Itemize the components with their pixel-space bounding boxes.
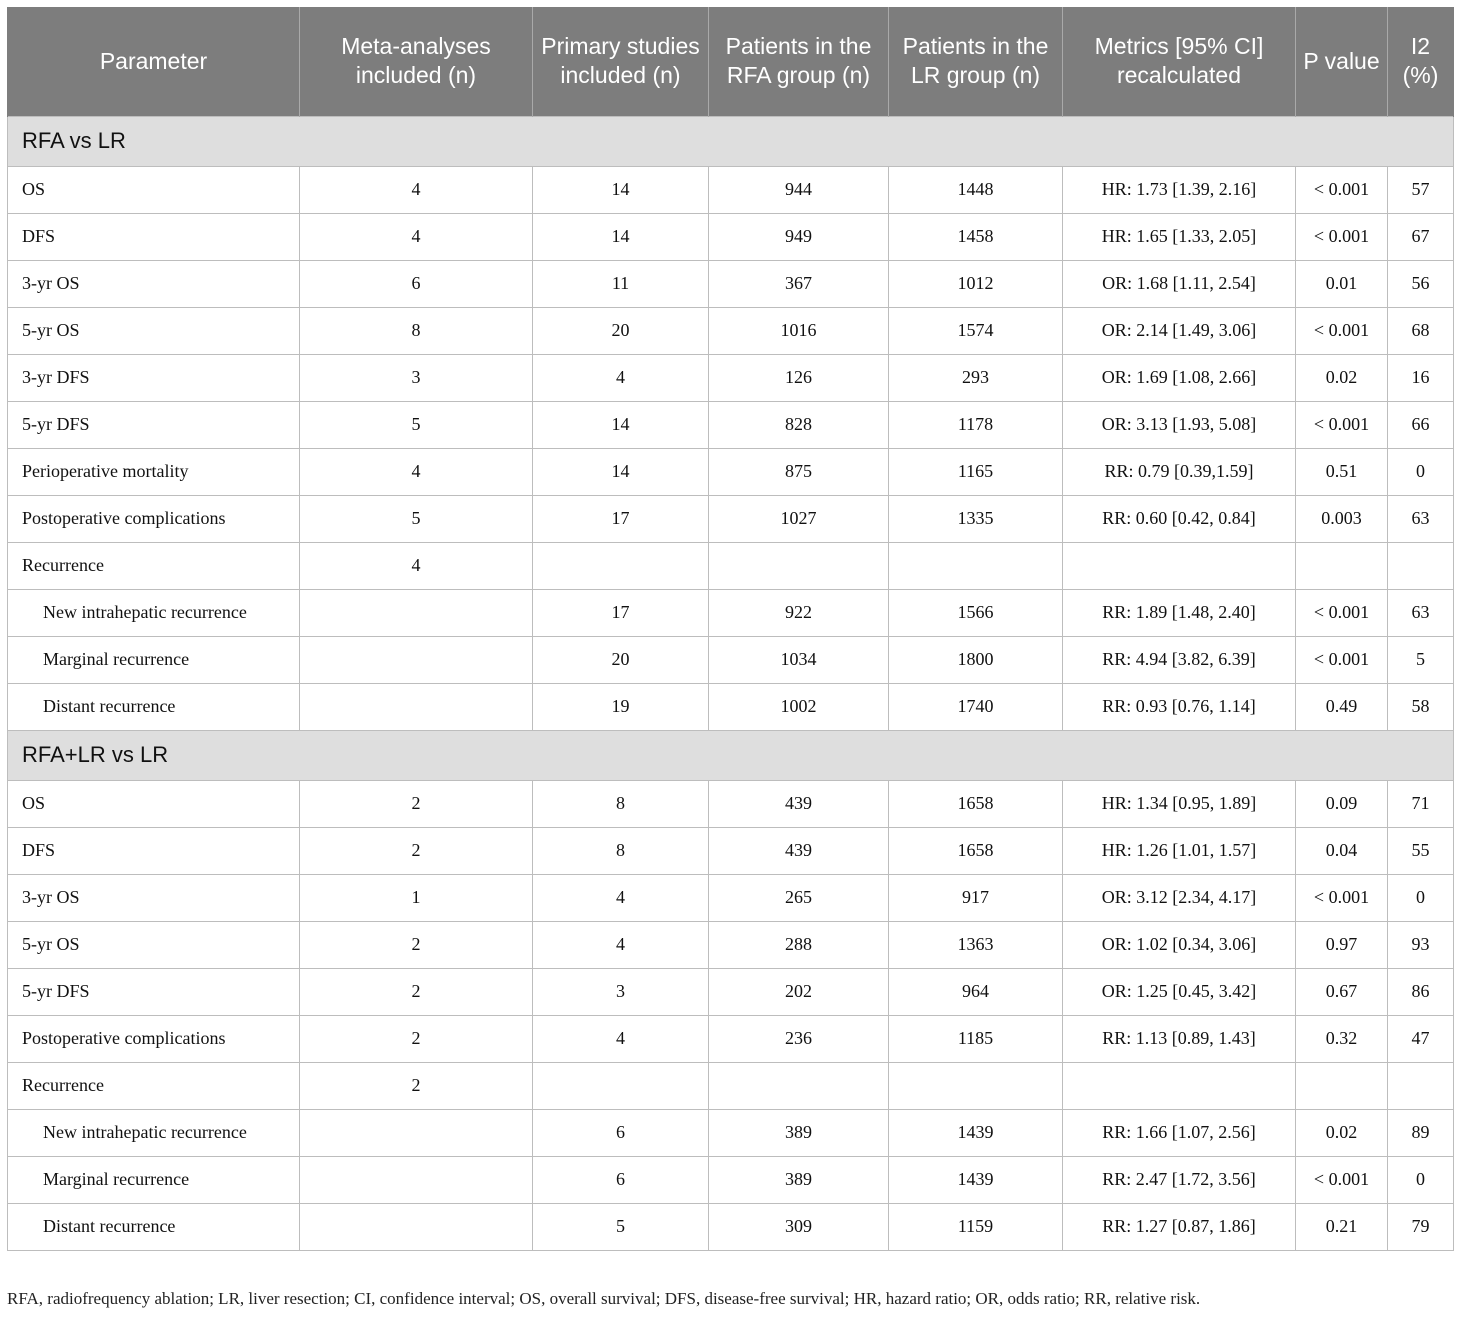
cell-i2: 5 [1388,636,1454,683]
cell-metrics: RR: 1.66 [1.07, 2.56] [1063,1109,1296,1156]
cell-primary-studies: 20 [533,307,709,354]
cell-patients-lr: 1566 [889,589,1063,636]
table-row [8,542,1454,589]
table-row [8,1156,1454,1203]
table-row [8,683,1454,730]
cell-i2 [1388,1062,1454,1109]
cell-primary-studies: 14 [533,401,709,448]
cell-patients-rfa: 367 [709,260,889,307]
cell-patients-rfa: 439 [709,780,889,827]
header-patients-rfa: Patients in the RFA group (n) [709,7,889,116]
cell-parameter: 3-yr OS [8,874,300,921]
cell-p-value: < 0.001 [1296,166,1388,213]
cell-p-value: 0.09 [1296,780,1388,827]
cell-parameter: New intrahepatic recurrence [8,1109,300,1156]
cell-metrics: RR: 1.27 [0.87, 1.86] [1063,1203,1296,1250]
cell-patients-lr: 1448 [889,166,1063,213]
cell-p-value: 0.49 [1296,683,1388,730]
header-row [8,7,1454,116]
cell-metrics: HR: 1.34 [0.95, 1.89] [1063,780,1296,827]
cell-meta-analyses: 5 [300,495,533,542]
table-row [8,260,1454,307]
cell-i2: 71 [1388,780,1454,827]
results-table [7,7,1454,1251]
cell-parameter: 3-yr DFS [8,354,300,401]
cell-metrics [1063,542,1296,589]
cell-primary-studies: 14 [533,448,709,495]
table-row [8,1203,1454,1250]
cell-patients-rfa: 389 [709,1156,889,1203]
cell-parameter: OS [8,780,300,827]
cell-patients-rfa: 1034 [709,636,889,683]
cell-patients-rfa: 1002 [709,683,889,730]
cell-parameter: 5-yr OS [8,307,300,354]
section-row [8,116,1454,166]
cell-meta-analyses: 2 [300,780,533,827]
table-row [8,1109,1454,1156]
header-metrics: Metrics [95% CI] recalculated [1063,7,1296,116]
cell-metrics: OR: 1.69 [1.08, 2.66] [1063,354,1296,401]
cell-patients-lr: 1159 [889,1203,1063,1250]
cell-patients-lr [889,1062,1063,1109]
cell-parameter: Recurrence [8,1062,300,1109]
cell-primary-studies: 4 [533,1015,709,1062]
cell-patients-rfa: 288 [709,921,889,968]
cell-patients-lr: 1658 [889,827,1063,874]
cell-i2: 57 [1388,166,1454,213]
cell-p-value: 0.21 [1296,1203,1388,1250]
cell-patients-lr: 1574 [889,307,1063,354]
cell-i2: 47 [1388,1015,1454,1062]
cell-i2: 79 [1388,1203,1454,1250]
cell-parameter: Marginal recurrence [8,636,300,683]
cell-patients-lr: 1363 [889,921,1063,968]
cell-p-value: < 0.001 [1296,589,1388,636]
cell-parameter: 3-yr OS [8,260,300,307]
cell-p-value: 0.003 [1296,495,1388,542]
cell-parameter: OS [8,166,300,213]
cell-meta-analyses: 2 [300,921,533,968]
table-row [8,1015,1454,1062]
cell-i2: 93 [1388,921,1454,968]
cell-i2: 63 [1388,495,1454,542]
cell-i2: 86 [1388,968,1454,1015]
cell-meta-analyses: 4 [300,542,533,589]
cell-primary-studies: 4 [533,874,709,921]
cell-patients-lr: 1335 [889,495,1063,542]
cell-metrics: RR: 2.47 [1.72, 3.56] [1063,1156,1296,1203]
cell-metrics: RR: 0.93 [0.76, 1.14] [1063,683,1296,730]
cell-primary-studies: 20 [533,636,709,683]
cell-i2: 55 [1388,827,1454,874]
cell-p-value: < 0.001 [1296,307,1388,354]
cell-metrics: OR: 1.68 [1.11, 2.54] [1063,260,1296,307]
cell-meta-analyses: 2 [300,1015,533,1062]
cell-patients-rfa [709,1062,889,1109]
table-body [8,116,1454,1250]
cell-metrics: OR: 2.14 [1.49, 3.06] [1063,307,1296,354]
cell-primary-studies: 14 [533,166,709,213]
cell-patients-rfa: 236 [709,1015,889,1062]
cell-patients-rfa: 439 [709,827,889,874]
cell-patients-lr: 964 [889,968,1063,1015]
cell-patients-lr: 1658 [889,780,1063,827]
header-meta-analyses: Meta-analyses included (n) [300,7,533,116]
cell-meta-analyses: 4 [300,166,533,213]
cell-parameter: Distant recurrence [8,683,300,730]
cell-primary-studies: 6 [533,1109,709,1156]
cell-meta-analyses: 2 [300,968,533,1015]
cell-i2: 58 [1388,683,1454,730]
cell-primary-studies: 19 [533,683,709,730]
table-row [8,874,1454,921]
cell-p-value: 0.97 [1296,921,1388,968]
cell-primary-studies: 8 [533,780,709,827]
section-title: RFA vs LR [8,116,1454,166]
cell-metrics: RR: 4.94 [3.82, 6.39] [1063,636,1296,683]
cell-parameter: Recurrence [8,542,300,589]
cell-patients-lr: 1185 [889,1015,1063,1062]
table-row [8,827,1454,874]
cell-metrics: OR: 3.12 [2.34, 4.17] [1063,874,1296,921]
cell-patients-lr: 1439 [889,1156,1063,1203]
table-row [8,401,1454,448]
cell-p-value: 0.02 [1296,1109,1388,1156]
cell-i2: 68 [1388,307,1454,354]
cell-meta-analyses: 1 [300,874,533,921]
header-parameter: Parameter [8,7,300,116]
cell-p-value: < 0.001 [1296,1156,1388,1203]
table-row [8,636,1454,683]
cell-parameter: DFS [8,827,300,874]
cell-metrics: RR: 1.13 [0.89, 1.43] [1063,1015,1296,1062]
table-row [8,1062,1454,1109]
cell-parameter: Marginal recurrence [8,1156,300,1203]
cell-primary-studies: 14 [533,213,709,260]
cell-parameter: Perioperative mortality [8,448,300,495]
cell-p-value: 0.01 [1296,260,1388,307]
table-container [7,7,1453,1251]
cell-parameter: 5-yr OS [8,921,300,968]
cell-primary-studies: 17 [533,495,709,542]
cell-parameter: 5-yr DFS [8,968,300,1015]
cell-p-value: 0.04 [1296,827,1388,874]
cell-i2: 0 [1388,448,1454,495]
cell-metrics: OR: 1.02 [0.34, 3.06] [1063,921,1296,968]
cell-parameter: DFS [8,213,300,260]
cell-i2: 89 [1388,1109,1454,1156]
header-p-value: P value [1296,7,1388,116]
cell-p-value: 0.67 [1296,968,1388,1015]
table-row [8,166,1454,213]
cell-meta-analyses [300,1203,533,1250]
cell-i2: 0 [1388,1156,1454,1203]
table-row [8,589,1454,636]
cell-p-value: < 0.001 [1296,213,1388,260]
cell-meta-analyses: 5 [300,401,533,448]
cell-metrics: RR: 1.89 [1.48, 2.40] [1063,589,1296,636]
cell-primary-studies [533,542,709,589]
cell-parameter: Postoperative complications [8,1015,300,1062]
cell-meta-analyses: 4 [300,213,533,260]
cell-meta-analyses [300,636,533,683]
cell-patients-rfa: 265 [709,874,889,921]
cell-patients-lr: 1178 [889,401,1063,448]
cell-p-value: < 0.001 [1296,401,1388,448]
section-row [8,730,1454,780]
cell-patients-rfa [709,542,889,589]
section-title: RFA+LR vs LR [8,730,1454,780]
table-row [8,307,1454,354]
cell-primary-studies: 5 [533,1203,709,1250]
cell-parameter: 5-yr DFS [8,401,300,448]
cell-meta-analyses: 2 [300,1062,533,1109]
cell-p-value [1296,1062,1388,1109]
cell-patients-rfa: 828 [709,401,889,448]
cell-patients-rfa: 875 [709,448,889,495]
cell-meta-analyses [300,1156,533,1203]
cell-patients-rfa: 949 [709,213,889,260]
header-i2: I2 (%) [1388,7,1454,116]
cell-meta-analyses [300,683,533,730]
cell-primary-studies: 4 [533,921,709,968]
cell-patients-rfa: 1027 [709,495,889,542]
header-patients-lr: Patients in the LR group (n) [889,7,1063,116]
cell-p-value: 0.51 [1296,448,1388,495]
cell-i2: 66 [1388,401,1454,448]
cell-primary-studies: 3 [533,968,709,1015]
cell-patients-lr: 1012 [889,260,1063,307]
cell-meta-analyses: 8 [300,307,533,354]
cell-p-value: < 0.001 [1296,874,1388,921]
cell-meta-analyses: 4 [300,448,533,495]
cell-parameter: Postoperative complications [8,495,300,542]
cell-meta-analyses: 6 [300,260,533,307]
cell-metrics: RR: 0.60 [0.42, 0.84] [1063,495,1296,542]
table-row [8,354,1454,401]
cell-patients-rfa: 922 [709,589,889,636]
cell-i2: 67 [1388,213,1454,260]
cell-primary-studies [533,1062,709,1109]
cell-meta-analyses: 2 [300,827,533,874]
cell-patients-lr: 1458 [889,213,1063,260]
cell-patients-lr: 1740 [889,683,1063,730]
cell-metrics: HR: 1.73 [1.39, 2.16] [1063,166,1296,213]
cell-metrics: RR: 0.79 [0.39,1.59] [1063,448,1296,495]
cell-p-value: 0.32 [1296,1015,1388,1062]
cell-p-value: < 0.001 [1296,636,1388,683]
cell-parameter: New intrahepatic recurrence [8,589,300,636]
cell-p-value: 0.02 [1296,354,1388,401]
cell-patients-rfa: 1016 [709,307,889,354]
cell-i2: 0 [1388,874,1454,921]
cell-patients-lr: 293 [889,354,1063,401]
cell-p-value [1296,542,1388,589]
cell-patients-lr: 1439 [889,1109,1063,1156]
cell-i2: 56 [1388,260,1454,307]
cell-patients-lr: 917 [889,874,1063,921]
cell-patients-lr: 1165 [889,448,1063,495]
table-row [8,968,1454,1015]
cell-primary-studies: 6 [533,1156,709,1203]
cell-metrics [1063,1062,1296,1109]
table-row [8,780,1454,827]
cell-patients-rfa: 944 [709,166,889,213]
table-row [8,495,1454,542]
cell-patients-rfa: 389 [709,1109,889,1156]
cell-primary-studies: 11 [533,260,709,307]
table-header [8,7,1454,116]
cell-i2: 16 [1388,354,1454,401]
cell-patients-lr [889,542,1063,589]
cell-meta-analyses [300,589,533,636]
table-row [8,213,1454,260]
cell-patients-rfa: 309 [709,1203,889,1250]
table-footnote: RFA, radiofrequency ablation; LR, liver resection; CI, confidence interval; OS, overall survival; DFS, disease-free survival; HR, hazard ratio; OR, odds ratio; RR, relative risk. [7,1289,1201,1308]
cell-primary-studies: 8 [533,827,709,874]
cell-metrics: HR: 1.65 [1.33, 2.05] [1063,213,1296,260]
cell-meta-analyses: 3 [300,354,533,401]
cell-patients-rfa: 202 [709,968,889,1015]
table-row [8,921,1454,968]
cell-metrics: HR: 1.26 [1.01, 1.57] [1063,827,1296,874]
cell-metrics: OR: 3.13 [1.93, 5.08] [1063,401,1296,448]
cell-i2: 63 [1388,589,1454,636]
header-primary-studies: Primary studies included (n) [533,7,709,116]
cell-patients-rfa: 126 [709,354,889,401]
cell-meta-analyses [300,1109,533,1156]
table-row [8,448,1454,495]
cell-primary-studies: 4 [533,354,709,401]
cell-primary-studies: 17 [533,589,709,636]
cell-parameter: Distant recurrence [8,1203,300,1250]
cell-i2 [1388,542,1454,589]
cell-metrics: OR: 1.25 [0.45, 3.42] [1063,968,1296,1015]
cell-patients-lr: 1800 [889,636,1063,683]
